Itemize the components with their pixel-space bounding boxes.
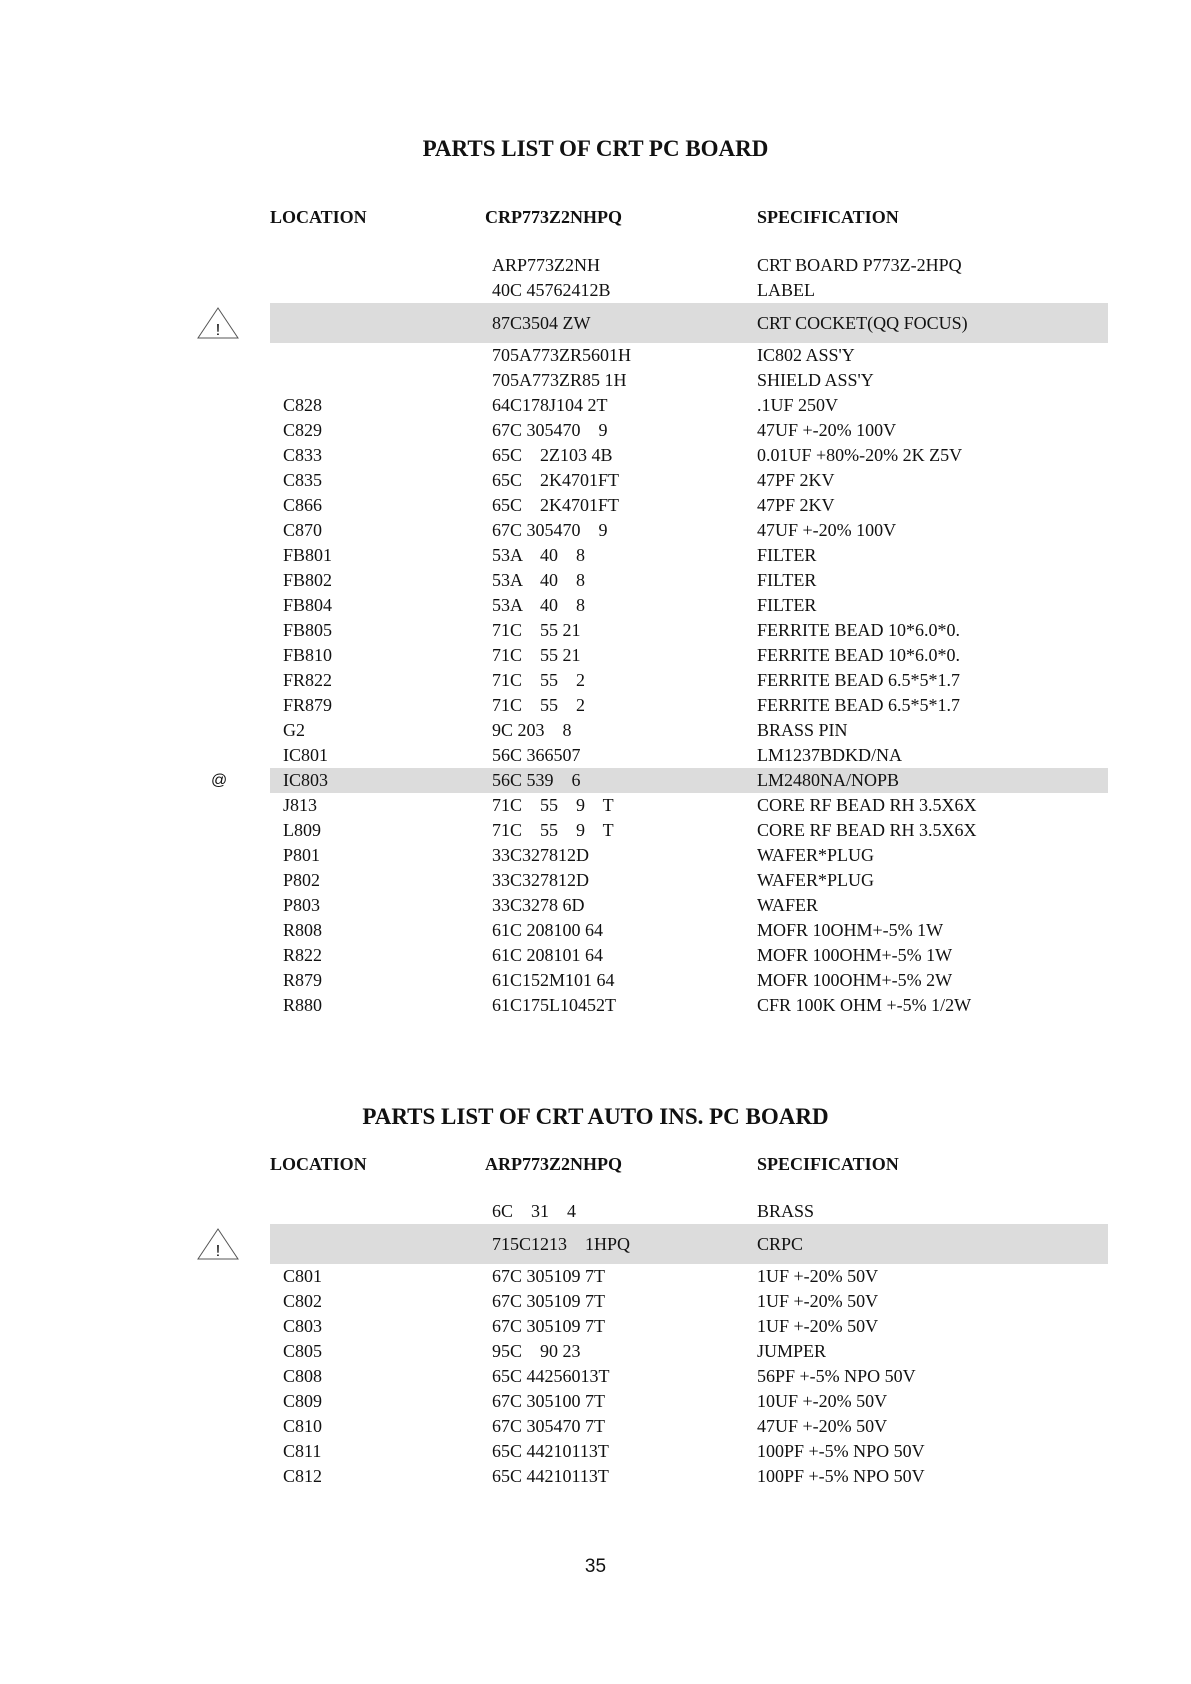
column-header-specification: SPECIFICATION [757, 207, 899, 227]
specification-cell: FERRITE BEAD 6.5*5*1.7 [757, 695, 961, 715]
table-row [0, 1364, 1191, 1389]
table-row [0, 1414, 1191, 1439]
table-row [0, 593, 1191, 618]
safety-mark-text: ! [215, 1243, 221, 1260]
specification-cell: WAFER*PLUG [757, 845, 875, 865]
section-title: PARTS LIST OF CRT AUTO INS. PC BOARD [362, 1104, 829, 1129]
specification-cell: 0.01UF +80%-20% 2K Z5V [757, 445, 963, 465]
location-cell: C810 [283, 1416, 323, 1436]
table-row [0, 1224, 1191, 1264]
specification-cell: .1UF 250V [757, 395, 839, 415]
specification-cell: LM1237BDKD/NA [757, 745, 903, 765]
part-number-cell: 61C152M101 64 [492, 970, 615, 990]
location-cell: C805 [283, 1341, 323, 1361]
table-row [0, 1314, 1191, 1339]
part-number-cell: 33C327812D [492, 845, 590, 865]
table-row [0, 253, 1191, 278]
part-number-cell: 61C 208100 64 [492, 920, 604, 940]
row-highlight [270, 1224, 1108, 1264]
location-cell: L809 [283, 820, 321, 840]
location-cell: R822 [283, 945, 323, 965]
location-cell: FB802 [283, 570, 333, 590]
table-row [0, 518, 1191, 543]
specification-cell: LM2480NA/NOPB [757, 770, 900, 790]
row-highlight [270, 303, 1108, 343]
column-header-part-number: ARP773Z2NHPQ [485, 1154, 622, 1174]
location-cell: FR879 [283, 695, 333, 715]
part-number-cell: 65C 44210113T [492, 1466, 609, 1486]
table-row [0, 693, 1191, 718]
location-cell: R879 [283, 970, 323, 990]
specification-cell: MOFR 100OHM+-5% 2W [757, 970, 953, 990]
part-number-cell: 65C 2Z103 4B [492, 445, 613, 465]
safety-mark-text: ! [215, 322, 221, 339]
location-cell: R880 [283, 995, 323, 1015]
table-row [0, 1264, 1191, 1289]
part-number-cell: 9C 203 8 [492, 720, 572, 740]
part-number-cell: 65C 44256013T [492, 1366, 610, 1386]
table-row [0, 368, 1191, 393]
part-number-cell: 65C 44210113T [492, 1441, 609, 1461]
part-number-cell: 33C327812D [492, 870, 590, 890]
part-number-cell: 67C 305109 7T [492, 1266, 606, 1286]
table-row [0, 1439, 1191, 1464]
table-row [0, 718, 1191, 743]
location-cell: C809 [283, 1391, 323, 1411]
specification-cell: CORE RF BEAD RH 3.5X6X [757, 795, 977, 815]
location-cell: FB804 [283, 595, 333, 615]
specification-cell: 47UF +-20% 50V [757, 1416, 888, 1436]
specification-cell: SHIELD ASS'Y [757, 370, 874, 390]
table-row [0, 793, 1191, 818]
location-cell: IC803 [283, 770, 328, 790]
specification-cell: 47UF +-20% 100V [757, 420, 897, 440]
specification-cell: IC802 ASS'Y [757, 345, 855, 365]
location-cell: C812 [283, 1466, 323, 1486]
page-number: 35 [584, 1556, 607, 1577]
specification-cell: LABEL [757, 280, 815, 300]
specification-cell: 1UF +-20% 50V [757, 1316, 879, 1336]
part-number-cell: 33C3278 6D [492, 895, 585, 915]
specification-cell: MOFR 100OHM+-5% 1W [757, 945, 953, 965]
location-cell: P802 [283, 870, 321, 890]
location-cell: C835 [283, 470, 323, 490]
table-row [0, 993, 1191, 1018]
location-cell: C828 [283, 395, 323, 415]
location-cell: FB805 [283, 620, 333, 640]
table-row [0, 893, 1191, 918]
section-title: PARTS LIST OF CRT PC BOARD [422, 136, 769, 161]
specification-cell: CRT BOARD P773Z-2HPQ [757, 255, 962, 275]
specification-cell: 47UF +-20% 100V [757, 520, 897, 540]
location-cell: C833 [283, 445, 323, 465]
table-row [0, 1464, 1191, 1489]
location-cell: IC801 [283, 745, 328, 765]
table-row [0, 443, 1191, 468]
location-cell: R808 [283, 920, 323, 940]
location-cell: FB810 [283, 645, 333, 665]
part-number-cell: 71C 55 2 [492, 695, 586, 715]
table-row [0, 468, 1191, 493]
specification-cell: CFR 100K OHM +-5% 1/2W [757, 995, 972, 1015]
location-cell: P803 [283, 895, 321, 915]
location-cell: C870 [283, 520, 323, 540]
part-number-cell: 53A 40 8 [492, 545, 586, 565]
location-cell: FB801 [283, 545, 333, 565]
specification-cell: 100PF +-5% NPO 50V [757, 1441, 925, 1461]
specification-cell: BRASS PIN [757, 720, 848, 740]
specification-cell: 56PF +-5% NPO 50V [757, 1366, 916, 1386]
table-row [0, 303, 1191, 343]
specification-cell: CRPC [757, 1234, 804, 1254]
part-number-cell: 65C 2K4701FT [492, 470, 620, 490]
part-number-cell: 705A773ZR85 1H [492, 370, 627, 390]
part-number-cell: 67C 305100 7T [492, 1391, 606, 1411]
part-number-cell: 65C 2K4701FT [492, 495, 620, 515]
table-row [0, 843, 1191, 868]
part-number-cell: 67C 305470 7T [492, 1416, 606, 1436]
specification-cell: 100PF +-5% NPO 50V [757, 1466, 925, 1486]
table-row [0, 568, 1191, 593]
table-row [0, 418, 1191, 443]
part-number-cell: 71C 55 2 [492, 670, 586, 690]
location-cell: C866 [283, 495, 323, 515]
table-row [0, 493, 1191, 518]
row-marker: @ [211, 772, 228, 789]
location-cell: G2 [283, 720, 305, 740]
location-cell: FR822 [283, 670, 333, 690]
part-number-cell: 6C 31 4 [492, 1201, 577, 1221]
part-number-cell: 705A773ZR5601H [492, 345, 631, 365]
specification-cell: 47PF 2KV [757, 470, 835, 490]
part-number-cell: 64C178J104 2T [492, 395, 608, 415]
row-highlight [270, 768, 1108, 793]
specification-cell: WAFER [757, 895, 819, 915]
part-number-cell: 61C175L10452T [492, 995, 616, 1015]
specification-cell: MOFR 10OHM+-5% 1W [757, 920, 944, 940]
part-number-cell: 71C 55 9 T [492, 820, 614, 840]
specification-cell: FERRITE BEAD 6.5*5*1.7 [757, 670, 961, 690]
specification-cell: 1UF +-20% 50V [757, 1266, 879, 1286]
part-number-cell: 67C 305470 9 [492, 420, 608, 440]
part-number-cell: 40C 45762412B [492, 280, 611, 300]
location-cell: P801 [283, 845, 321, 865]
column-header-specification: SPECIFICATION [757, 1154, 899, 1174]
specification-cell: FERRITE BEAD 10*6.0*0. [757, 620, 961, 640]
location-cell: C802 [283, 1291, 323, 1311]
table-row [0, 1339, 1191, 1364]
part-number-cell: 95C 90 23 [492, 1341, 581, 1361]
column-header-location: LOCATION [270, 1154, 367, 1174]
table-row [0, 868, 1191, 893]
table-row [0, 918, 1191, 943]
specification-cell: FILTER [757, 595, 817, 615]
location-cell: J813 [283, 795, 318, 815]
location-cell: C808 [283, 1366, 323, 1386]
table-row [0, 968, 1191, 993]
specification-cell: WAFER*PLUG [757, 870, 875, 890]
table-row [0, 618, 1191, 643]
safety-warning-icon [196, 1227, 240, 1261]
location-cell: C811 [283, 1441, 322, 1461]
specification-cell: 47PF 2KV [757, 495, 835, 515]
part-number-cell: 87C3504 ZW [492, 313, 591, 333]
part-number-cell: 71C 55 21 [492, 620, 581, 640]
specification-cell: FILTER [757, 545, 817, 565]
table-row [0, 393, 1191, 418]
part-number-cell: 53A 40 8 [492, 570, 586, 590]
table-row [0, 943, 1191, 968]
specification-cell: CRT COCKET(QQ FOCUS) [757, 313, 968, 333]
column-header-part-number: CRP773Z2NHPQ [485, 207, 622, 227]
table-row [0, 343, 1191, 368]
part-number-cell: 71C 55 9 T [492, 795, 614, 815]
part-number-cell: ARP773Z2NH [492, 255, 601, 275]
part-number-cell: 67C 305470 9 [492, 520, 608, 540]
table-row [0, 818, 1191, 843]
location-cell: C829 [283, 420, 323, 440]
table-row [0, 543, 1191, 568]
part-number-cell: 67C 305109 7T [492, 1291, 606, 1311]
part-number-cell: 56C 539 6 [492, 770, 581, 790]
table-row [0, 668, 1191, 693]
part-number-cell: 715C1213 1HPQ [492, 1234, 631, 1254]
specification-cell: 10UF +-20% 50V [757, 1391, 888, 1411]
table-row [0, 1289, 1191, 1314]
specification-cell: BRASS [757, 1201, 815, 1221]
table-row [0, 768, 1191, 793]
specification-cell: JUMPER [757, 1341, 827, 1361]
table-row [0, 1199, 1191, 1224]
location-cell: C801 [283, 1266, 323, 1286]
part-number-cell: 67C 305109 7T [492, 1316, 606, 1336]
table-row [0, 278, 1191, 303]
column-header-location: LOCATION [270, 207, 367, 227]
table-row [0, 1389, 1191, 1414]
specification-cell: 1UF +-20% 50V [757, 1291, 879, 1311]
safety-warning-icon [196, 306, 240, 340]
specification-cell: FERRITE BEAD 10*6.0*0. [757, 645, 961, 665]
part-number-cell: 61C 208101 64 [492, 945, 604, 965]
table-row [0, 643, 1191, 668]
part-number-cell: 53A 40 8 [492, 595, 586, 615]
specification-cell: FILTER [757, 570, 817, 590]
specification-cell: CORE RF BEAD RH 3.5X6X [757, 820, 977, 840]
part-number-cell: 56C 366507 [492, 745, 581, 765]
location-cell: C803 [283, 1316, 323, 1336]
part-number-cell: 71C 55 21 [492, 645, 581, 665]
table-row [0, 743, 1191, 768]
